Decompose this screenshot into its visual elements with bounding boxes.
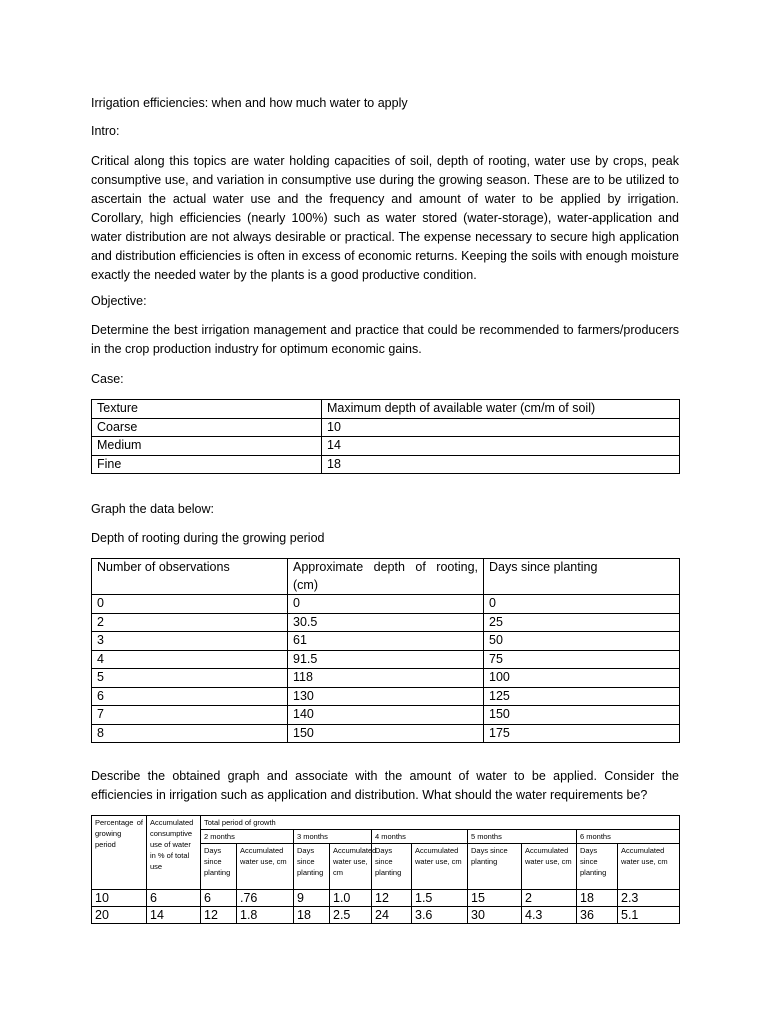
table-cell: Coarse [92,418,322,437]
table-cell: 2.3 [618,890,680,907]
table-cell: 18 [577,890,618,907]
period-header: 5 months [468,830,577,844]
table-cell: Fine [92,455,322,474]
header-cell: Accumulated water use, cm [522,844,577,890]
header-cell: Number of observations [92,559,288,595]
table-header-row [92,816,680,830]
header-cell: Approximate depth of rooting, (cm) [288,559,484,595]
table-cell: 9 [294,890,330,907]
growth-period-table [91,815,680,924]
table-row [92,907,680,924]
table-cell: .76 [237,890,294,907]
table-cell: 12 [201,907,237,924]
header-cell: Percentage of growing period [92,816,147,890]
table-row [92,595,680,614]
table-row [92,437,680,456]
table-cell: 10 [322,418,680,437]
header-cell: Accumulated consumptive use of water in % of total use [147,816,201,890]
table-cell: 25 [484,613,680,632]
table-cell: 7 [92,706,288,725]
header-cell: Days since planting [484,559,680,595]
table-cell: 175 [484,724,680,743]
table-cell: Medium [92,437,322,456]
table-cell: 0 [288,595,484,614]
table-cell: 20 [92,907,147,924]
table-cell: 6 [201,890,237,907]
table-cell: 5.1 [618,907,680,924]
header-cell: Days since planting [577,844,618,890]
header-cell: Days since planting [201,844,237,890]
table-row [92,632,680,651]
rooting-depth-table [91,558,680,743]
table-cell: 24 [372,907,412,924]
table-cell: 140 [288,706,484,725]
table-cell: 61 [288,632,484,651]
table-row [92,650,680,669]
table-cell: 10 [92,890,147,907]
describe-paragraph: Describe the obtained graph and associate with the amount of water to be applied. Consider the efficiencies in irrigation such as application and distribution. What should the water requirements be? [91,769,679,802]
table-cell: 3 [92,632,288,651]
table-cell: 6 [147,890,201,907]
header-cell: Accumulated water use, cm [618,844,680,890]
table-cell: 130 [288,687,484,706]
table-cell: 3.6 [412,907,468,924]
table-row [92,418,680,437]
header-cell: Days since planting [468,844,522,890]
texture-table [91,399,680,474]
table-cell: 14 [322,437,680,456]
table-cell: 12 [372,890,412,907]
table-cell: 1.5 [412,890,468,907]
table-row [92,724,680,743]
table-header-row [92,559,680,595]
table-row [92,613,680,632]
table-cell: 6 [92,687,288,706]
table-cell: 36 [577,907,618,924]
period-header: 6 months [577,830,680,844]
table-cell: 2 [92,613,288,632]
table-cell: 18 [294,907,330,924]
table-cell: 0 [484,595,680,614]
header-cell: Accumulated water use, cm [330,844,372,890]
table-cell: 125 [484,687,680,706]
table-cell: 5 [92,669,288,688]
intro-heading: Intro: [91,124,120,138]
table-cell: 2.5 [330,907,372,924]
table-cell: 118 [288,669,484,688]
period-header: 2 months [201,830,294,844]
table-cell: 4 [92,650,288,669]
table-cell: 15 [468,890,522,907]
header-cell: Total period of growth [201,816,680,830]
objective-paragraph: Determine the best irrigation management and practice that could be recommended to farmers/producers in the crop production industry for optimum economic gains. [91,323,679,356]
table-cell: 75 [484,650,680,669]
header-cell: Days since planting [294,844,330,890]
table-cell: 150 [288,724,484,743]
table-cell: 14 [147,907,201,924]
table-row [92,669,680,688]
header-cell: Accumulated water use, cm [412,844,468,890]
case-heading: Case: [91,372,124,386]
table-cell: 4.3 [522,907,577,924]
table-cell: 0 [92,595,288,614]
period-header: 4 months [372,830,468,844]
table-cell: 8 [92,724,288,743]
document-title: Irrigation efficiencies: when and how much water to apply [91,96,408,110]
header-cell: Maximum depth of available water (cm/m of soil) [322,400,680,419]
table-row [92,706,680,725]
table-cell: 2 [522,890,577,907]
table-cell: 91.5 [288,650,484,669]
table-cell: 30.5 [288,613,484,632]
table-cell: 50 [484,632,680,651]
table-row [92,455,680,474]
period-header: 3 months [294,830,372,844]
objective-heading: Objective: [91,294,147,308]
table-cell: 1.0 [330,890,372,907]
header-cell: Accumulated water use, cm [237,844,294,890]
table-row [92,890,680,907]
intro-paragraph: Critical along this topics are water holding capacities of soil, depth of rooting, water use by crops, peak consumptive use, and variation in consumptive use during the growing season. These are to be utilized to ascertain the actual water use and the frequency and amount of water to be applied by irrigation. Corollary, high efficiencies (nearly 100%) such as water stored (water-storage), water-application and water distribution are not always desirable or practical. The expense necessary to secure high application and distribution efficiencies is often in excess of economic returns. Keeping the soils with enough moisture exactly the needed water by the plants is a good productive condition. [91,154,679,282]
header-cell: Texture [92,400,322,419]
table-row [92,687,680,706]
rooting-heading: Depth of rooting during the growing period [91,531,325,545]
table-cell: 30 [468,907,522,924]
table-cell: 150 [484,706,680,725]
table-cell: 1.8 [237,907,294,924]
table-cell: 100 [484,669,680,688]
table-header-row [92,400,680,419]
header-cell: Days since planting [372,844,412,890]
table-cell: 18 [322,455,680,474]
graph-heading: Graph the data below: [91,502,214,516]
